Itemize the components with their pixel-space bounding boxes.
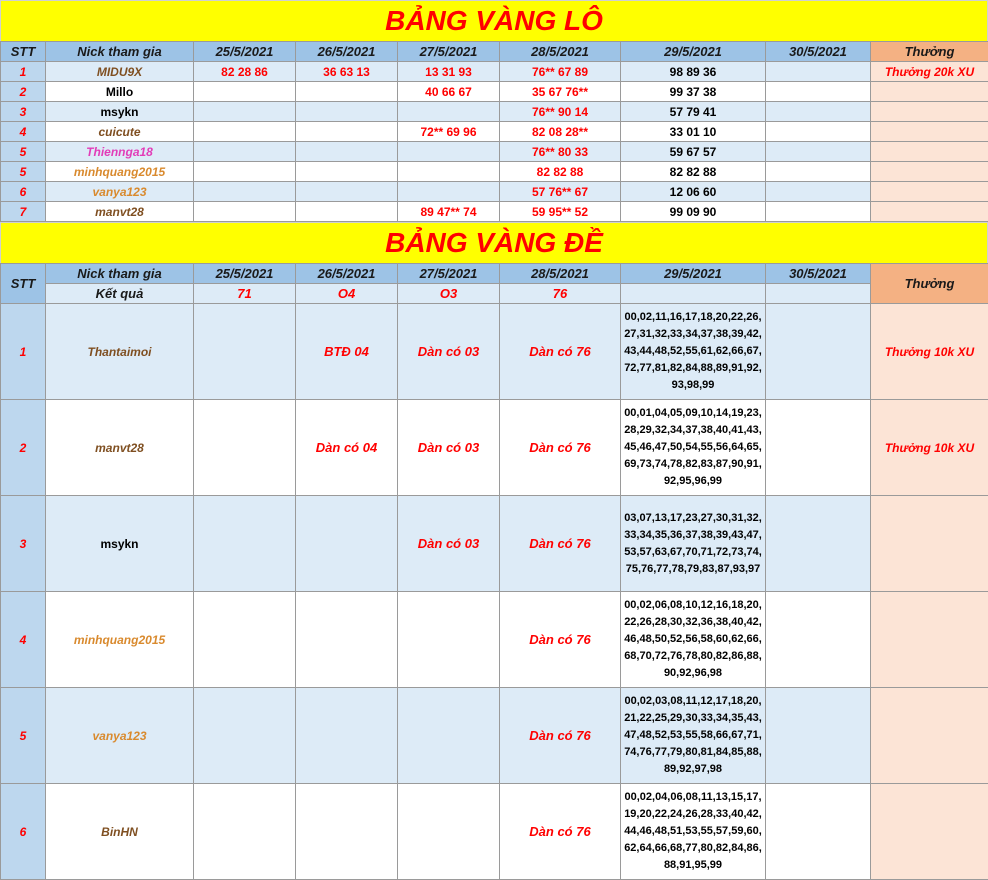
- result-value: [621, 284, 766, 304]
- de-stt-cell: 2: [1, 400, 46, 496]
- de-nick-cell: Thantaimoi: [46, 304, 194, 400]
- de-row: [1, 784, 988, 880]
- de-nick-cell: minhquang2015: [46, 592, 194, 688]
- de-date-cell: [296, 784, 398, 880]
- de-date-cell: Dàn có 76: [500, 688, 621, 784]
- lo-nick-cell: cuicute: [46, 122, 194, 142]
- lo-date-cell: [766, 142, 871, 162]
- lo-stt-cell: 5: [1, 142, 46, 162]
- lo-row: [1, 62, 988, 82]
- lo-date-cell: 82 28 86: [194, 62, 296, 82]
- lo-date-cell: [766, 122, 871, 142]
- de-stt-cell: 6: [1, 784, 46, 880]
- result-value: 76: [500, 284, 621, 304]
- de-date-cell: [296, 496, 398, 592]
- header-nick: Nick tham gia: [46, 264, 194, 284]
- lo-date-cell: 99 09 90: [621, 202, 766, 222]
- de-stt-cell: 5: [1, 688, 46, 784]
- lo-reward-cell: [871, 202, 988, 222]
- de-reward-cell: Thưởng 10k XU: [871, 304, 988, 400]
- result-value: 71: [194, 284, 296, 304]
- lo-stt-cell: 5: [1, 162, 46, 182]
- de-date-cell: Dàn có 03: [398, 496, 500, 592]
- lo-date-cell: [194, 162, 296, 182]
- de-date-cell: [296, 688, 398, 784]
- lo-date-cell: [296, 142, 398, 162]
- de-reward-cell: [871, 688, 988, 784]
- de-nick-cell: BinHN: [46, 784, 194, 880]
- lo-date-cell: 13 31 93: [398, 62, 500, 82]
- de-row: [1, 688, 988, 784]
- lo-date-cell: 59 67 57: [621, 142, 766, 162]
- lo-date-cell: 57 76** 67: [500, 182, 621, 202]
- lo-date-cell: 57 79 41: [621, 102, 766, 122]
- de-row: [1, 496, 988, 592]
- de-date-cell: Dàn có 76: [500, 304, 621, 400]
- de-date-cell: Dàn có 76: [500, 784, 621, 880]
- de-nick-cell: vanya123: [46, 688, 194, 784]
- lo-reward-cell: [871, 162, 988, 182]
- lo-date-cell: [194, 142, 296, 162]
- lo-date-cell: [766, 162, 871, 182]
- header-date: 28/5/2021: [500, 264, 621, 284]
- result-value: O3: [398, 284, 500, 304]
- lo-date-cell: [766, 62, 871, 82]
- de-date-cell: [194, 688, 296, 784]
- de-date-cell: [194, 784, 296, 880]
- de-number-list-cell: 00,​02,​04,​06,​08,​11,​13,​15,​17,​19,​20,​22,​24,​26,​28,​33,​40,​42,​44,​46,​48,​51,​53,​55,​57,​59,​60,​62,​64,​66,​68,​77,​80,​82,​84,​86,​88,​91,​95,​99: [621, 784, 766, 880]
- de-nick-cell: msykn: [46, 496, 194, 592]
- de-date-cell: Dàn có 76: [500, 592, 621, 688]
- lo-date-cell: 98 89 36: [621, 62, 766, 82]
- lo-date-cell: 89 47** 74: [398, 202, 500, 222]
- header-reward: Thưởng: [871, 264, 988, 304]
- de-date-cell: [398, 688, 500, 784]
- lo-date-cell: 59 95** 52: [500, 202, 621, 222]
- header-stt: STT: [1, 42, 46, 62]
- lo-row: [1, 142, 988, 162]
- lo-date-cell: 36 63 13: [296, 62, 398, 82]
- de-date-cell: Dàn có 76: [500, 400, 621, 496]
- lo-row: [1, 162, 988, 182]
- lo-date-cell: [194, 102, 296, 122]
- lo-stt-cell: 7: [1, 202, 46, 222]
- lo-nick-cell: vanya123: [46, 182, 194, 202]
- de-nick-cell: manvt28: [46, 400, 194, 496]
- header-date: 29/5/2021: [621, 264, 766, 284]
- de-number-list-cell: 00,​01,​04,​05,​09,​10,​14,​19,​23,​28,​29,​32,​34,​37,​38,​40,​41,​43,​45,​46,​47,​50,​54,​55,​56,​64,​65,​69,​73,​74,​78,​82,​83,​87,​90,​91,​92,​95,​96,​99: [621, 400, 766, 496]
- lo-date-cell: [194, 122, 296, 142]
- lo-nick-cell: manvt28: [46, 202, 194, 222]
- de-date-cell: [398, 784, 500, 880]
- de-reward-cell: [871, 496, 988, 592]
- de-date-cell: [194, 592, 296, 688]
- de-row: [1, 400, 988, 496]
- lo-date-cell: 82 82 88: [621, 162, 766, 182]
- de-reward-cell: Thưởng 10k XU: [871, 400, 988, 496]
- lo-date-cell: [296, 82, 398, 102]
- de-number-list-cell: 00,​02,​11,​16,​17,​18,​20,​22,​26,​27,​31,​32,​33,​34,​37,​38,​39,​42,​43,​44,​48,​52,​55,​61,​62,​66,​67,​72,​77,​81,​82,​84,​88,​89,​91,​92,​93,​98,​99: [621, 304, 766, 400]
- header-date: 26/5/2021: [296, 42, 398, 62]
- lo-date-cell: [296, 162, 398, 182]
- lo-title: BẢNG VÀNG LÔ: [0, 0, 988, 42]
- lo-header-row: [1, 42, 988, 62]
- de-table: [0, 263, 988, 880]
- de-date-cell: [766, 304, 871, 400]
- de-number-list-cell: 03,​07,​13,​17,​23,​27,​30,​31,​32,​33,​34,​35,​36,​37,​38,​39,​43,​47,​53,​57,​63,​67,​70,​71,​72,​73,​74,​75,​76,​77,​78,​79,​83,​87,​93,​97: [621, 496, 766, 592]
- result-value: [766, 284, 871, 304]
- header-date: 27/5/2021: [398, 42, 500, 62]
- de-date-cell: [194, 496, 296, 592]
- de-date-cell: BTĐ 04: [296, 304, 398, 400]
- lo-row: [1, 122, 988, 142]
- lo-reward-cell: [871, 182, 988, 202]
- de-date-cell: [194, 304, 296, 400]
- lo-nick-cell: Millo: [46, 82, 194, 102]
- de-date-cell: [766, 688, 871, 784]
- de-date-cell: Dàn có 03: [398, 400, 500, 496]
- lo-date-cell: 99 37 38: [621, 82, 766, 102]
- de-row: [1, 304, 988, 400]
- lo-date-cell: 76** 67 89: [500, 62, 621, 82]
- de-date-cell: Dàn có 76: [500, 496, 621, 592]
- header-date: 30/5/2021: [766, 264, 871, 284]
- lo-reward-cell: [871, 102, 988, 122]
- lo-nick-cell: msykn: [46, 102, 194, 122]
- header-date: 27/5/2021: [398, 264, 500, 284]
- header-date: 29/5/2021: [621, 42, 766, 62]
- lo-row: [1, 102, 988, 122]
- de-date-cell: [766, 400, 871, 496]
- header-nick: Nick tham gia: [46, 42, 194, 62]
- lo-date-cell: [194, 182, 296, 202]
- de-date-cell: Dàn có 03: [398, 304, 500, 400]
- lo-date-cell: 72** 69 96: [398, 122, 500, 142]
- lo-date-cell: 40 66 67: [398, 82, 500, 102]
- lo-reward-cell: Thưởng 20k XU: [871, 62, 988, 82]
- lo-date-cell: [766, 202, 871, 222]
- de-date-cell: Dàn có 04: [296, 400, 398, 496]
- lo-date-cell: 76** 90 14: [500, 102, 621, 122]
- results-label: Kết quả: [46, 284, 194, 304]
- header-stt: STT: [1, 264, 46, 304]
- lo-date-cell: [194, 82, 296, 102]
- lo-date-cell: [398, 162, 500, 182]
- header-date: 26/5/2021: [296, 264, 398, 284]
- de-date-cell: [766, 496, 871, 592]
- de-title: BẢNG VÀNG ĐỀ: [0, 222, 988, 264]
- lo-date-cell: [398, 142, 500, 162]
- lo-date-cell: 82 08 28**: [500, 122, 621, 142]
- lo-nick-cell: minhquang2015: [46, 162, 194, 182]
- header-date: 28/5/2021: [500, 42, 621, 62]
- de-date-cell: [194, 400, 296, 496]
- de-date-cell: [398, 592, 500, 688]
- lo-date-cell: [766, 182, 871, 202]
- lo-nick-cell: Thiennga18: [46, 142, 194, 162]
- de-number-list-cell: 00,​02,​06,​08,​10,​12,​16,​18,​20,​22,​26,​28,​30,​32,​36,​38,​40,​42,​46,​48,​50,​52,​56,​58,​60,​62,​66,​68,​70,​72,​76,​78,​80,​82,​86,​88,​90,​92,​96,​98: [621, 592, 766, 688]
- lo-stt-cell: 4: [1, 122, 46, 142]
- lo-date-cell: [194, 202, 296, 222]
- lo-date-cell: [766, 102, 871, 122]
- lo-date-cell: [296, 202, 398, 222]
- result-value: O4: [296, 284, 398, 304]
- de-date-cell: [766, 592, 871, 688]
- lo-reward-cell: [871, 82, 988, 102]
- lo-stt-cell: 3: [1, 102, 46, 122]
- lo-date-cell: 76** 80 33: [500, 142, 621, 162]
- lo-date-cell: 12 06 60: [621, 182, 766, 202]
- de-reward-cell: [871, 592, 988, 688]
- lo-stt-cell: 6: [1, 182, 46, 202]
- de-number-list-cell: 00,​02,​03,​08,​11,​12,​17,​18,​20,​21,​22,​25,​29,​30,​33,​34,​35,​43,​47,​48,​52,​53,​55,​58,​66,​67,​71,​74,​76,​77,​79,​80,​81,​84,​85,​88,​89,​92,​97,​98: [621, 688, 766, 784]
- lo-date-cell: [296, 102, 398, 122]
- lo-date-cell: 82 82 88: [500, 162, 621, 182]
- header-date: 25/5/2021: [194, 264, 296, 284]
- de-date-cell: [296, 592, 398, 688]
- lo-date-cell: [398, 102, 500, 122]
- lo-stt-cell: 2: [1, 82, 46, 102]
- lo-table: [0, 41, 988, 222]
- lo-date-cell: 35 67 76**: [500, 82, 621, 102]
- lo-date-cell: [296, 182, 398, 202]
- header-date: 30/5/2021: [766, 42, 871, 62]
- lo-stt-cell: 1: [1, 62, 46, 82]
- de-stt-cell: 1: [1, 304, 46, 400]
- lo-date-cell: [398, 182, 500, 202]
- lo-row: [1, 202, 988, 222]
- header-date: 25/5/2021: [194, 42, 296, 62]
- lo-row: [1, 182, 988, 202]
- header-reward: Thưởng: [871, 42, 988, 62]
- de-reward-cell: [871, 784, 988, 880]
- de-date-cell: [766, 784, 871, 880]
- lo-row: [1, 82, 988, 102]
- de-header-row: [1, 264, 988, 284]
- lo-date-cell: [296, 122, 398, 142]
- de-row: [1, 592, 988, 688]
- de-stt-cell: 3: [1, 496, 46, 592]
- lo-reward-cell: [871, 142, 988, 162]
- de-stt-cell: 4: [1, 592, 46, 688]
- lo-nick-cell: MIDU9X: [46, 62, 194, 82]
- lo-date-cell: [766, 82, 871, 102]
- lo-reward-cell: [871, 122, 988, 142]
- de-results-row: [1, 284, 988, 304]
- lo-date-cell: 33 01 10: [621, 122, 766, 142]
